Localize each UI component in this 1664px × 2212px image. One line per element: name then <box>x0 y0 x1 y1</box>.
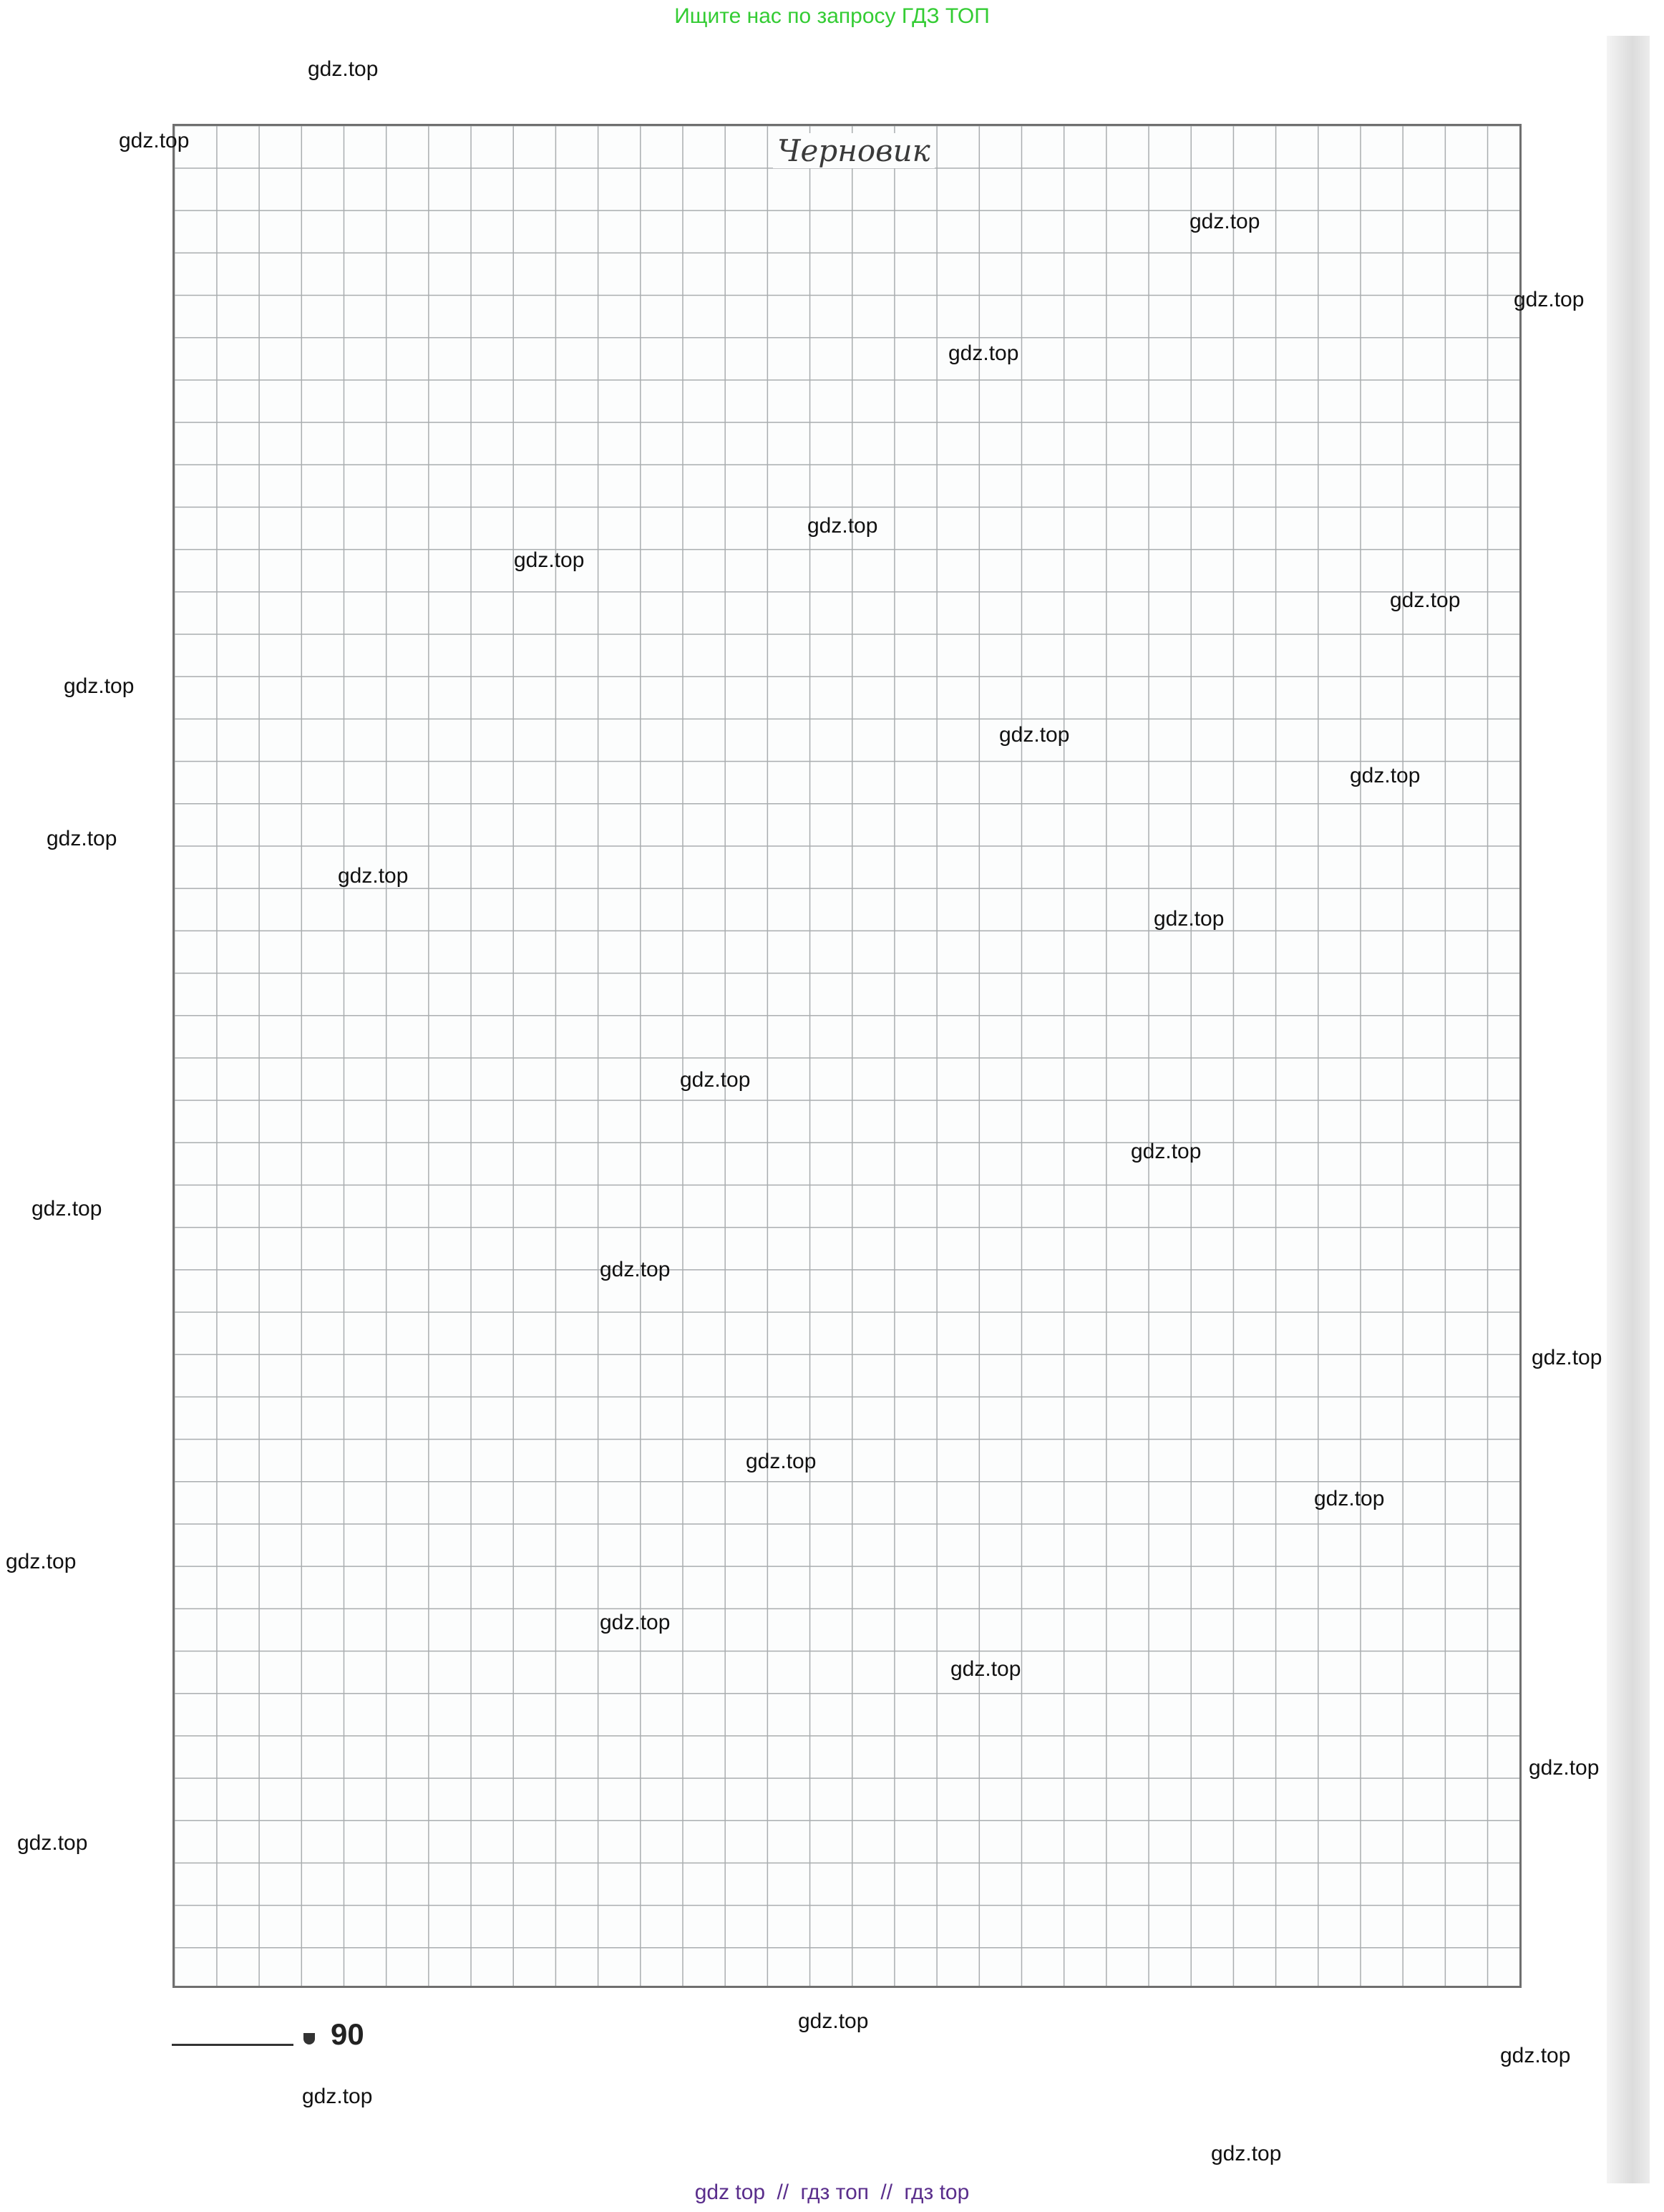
draft-grid <box>172 124 1522 1988</box>
watermark: gdz.top <box>308 57 379 81</box>
watermark: gdz.top <box>1390 588 1461 612</box>
page-title: Черновик <box>773 133 935 168</box>
watermark: gdz.top <box>807 514 878 538</box>
watermark: gdz.top <box>1131 1140 1202 1163</box>
watermark: gdz.top <box>1154 907 1225 931</box>
watermark: gdz.top <box>1211 2142 1282 2165</box>
watermark: gdz.top <box>746 1450 817 1473</box>
watermark: gdz.top <box>1500 2044 1571 2067</box>
watermark: gdz.top <box>1314 1487 1385 1510</box>
watermark: gdz.top <box>1514 288 1585 311</box>
top-banner[interactable]: Ищите нас по запросу ГДЗ ТОП <box>674 4 990 28</box>
footer-link[interactable]: гдз top <box>904 2181 970 2204</box>
footer-separator: // <box>880 2181 893 2204</box>
page-number-line <box>172 2044 293 2046</box>
page-number: 90 <box>331 2017 364 2051</box>
watermark: gdz.top <box>47 827 117 850</box>
watermark: gdz.top <box>1529 1756 1600 1780</box>
watermark: gdz.top <box>950 1657 1021 1681</box>
watermark: gdz.top <box>6 1550 77 1573</box>
watermark: gdz.top <box>31 1197 102 1221</box>
page-edge-shadow <box>1607 36 1650 2183</box>
watermark: gdz.top <box>514 548 585 572</box>
watermark: gdz.top <box>119 129 190 152</box>
watermark: gdz.top <box>999 723 1070 747</box>
watermark: gdz.top <box>302 2085 373 2108</box>
watermark: gdz.top <box>600 1611 671 1634</box>
watermark: gdz.top <box>1189 210 1260 233</box>
watermark: gdz.top <box>64 674 135 698</box>
page-number-bullet <box>303 2033 315 2044</box>
watermark: gdz.top <box>948 341 1019 365</box>
watermark: gdz.top <box>1532 1346 1602 1369</box>
watermark: gdz.top <box>338 864 409 888</box>
watermark: gdz.top <box>600 1258 671 1281</box>
watermark: gdz.top <box>680 1068 751 1092</box>
watermark: gdz.top <box>798 2009 869 2033</box>
footer-links <box>0 2181 1664 2205</box>
watermark: gdz.top <box>17 1831 88 1855</box>
watermark: gdz.top <box>1350 764 1421 787</box>
footer-link[interactable]: гдз топ <box>800 2181 870 2204</box>
footer-separator: // <box>777 2181 789 2204</box>
footer-link[interactable]: gdz top <box>694 2181 766 2204</box>
